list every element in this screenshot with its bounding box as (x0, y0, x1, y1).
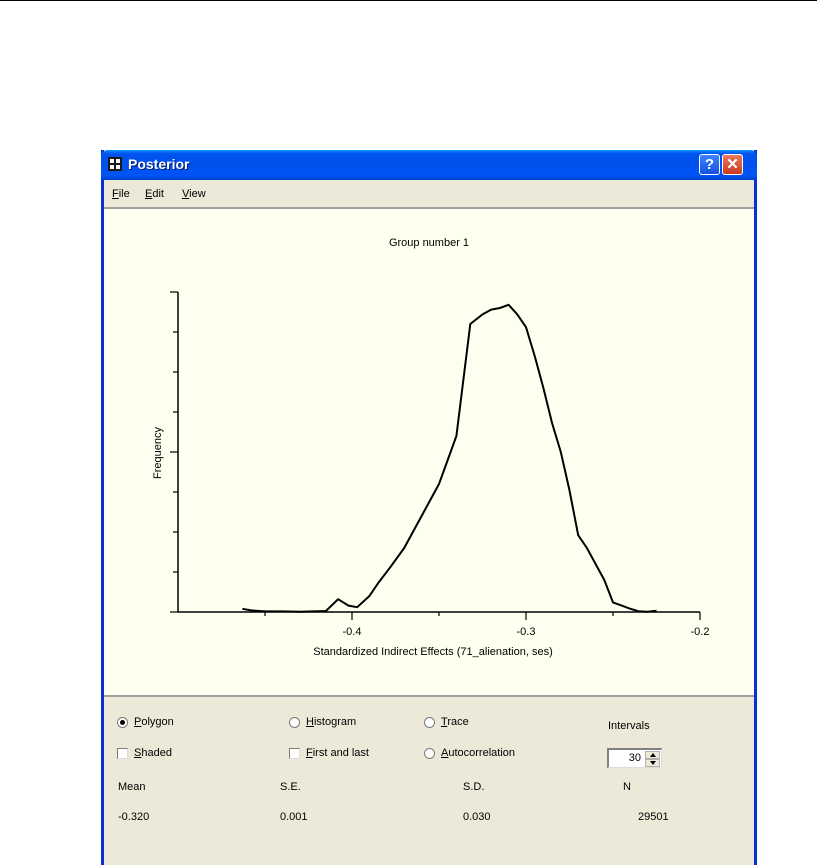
trace-accel: T (441, 716, 448, 728)
spinner-down-arrow-icon[interactable] (645, 759, 660, 767)
page-top-rule (0, 0, 817, 1)
x-axis-label: Standardized Indirect Effects (71_alienation, ses) (313, 646, 553, 658)
stat-value-sd: 0.030 (463, 811, 491, 823)
x-tick-label: -0.2 (690, 626, 710, 638)
menu-edit-rest: dit (152, 188, 164, 200)
posterior-chart (104, 209, 754, 695)
histogram-accel: H (306, 716, 314, 728)
stat-value-se: 0.001 (280, 811, 308, 823)
shaded-checkbox[interactable] (117, 747, 172, 759)
histogram-radio[interactable] (289, 716, 356, 728)
polygon-radio-dot[interactable] (117, 717, 128, 728)
autocorrelation-radio-dot[interactable] (424, 748, 435, 759)
spinner-up-arrow-icon[interactable] (645, 751, 660, 759)
autocorrelation-label (441, 747, 515, 759)
x-tick-label: -0.3 (516, 626, 536, 638)
menu-bar (104, 184, 754, 204)
first-and-last-checkbox[interactable] (289, 747, 369, 759)
menu-edit[interactable] (145, 188, 164, 200)
histogram-rest: istogram (313, 716, 357, 728)
menu-view-accel: V (182, 188, 190, 200)
x-tick-label: -0.4 (342, 626, 362, 638)
trace-radio[interactable] (424, 716, 469, 728)
trace-radio-dot[interactable] (424, 717, 435, 728)
posterior-polygon-line (242, 305, 656, 612)
menu-file-accel: F (112, 188, 119, 200)
title-bar[interactable] (101, 150, 757, 180)
window-title: Posterior (128, 156, 190, 172)
posterior-window (101, 150, 757, 865)
menu-file-rest: ile (118, 188, 130, 200)
spinner-buttons (645, 751, 660, 767)
y-axis-label: Frequency (152, 427, 164, 479)
polygon-rest: olygon (141, 716, 174, 728)
stat-header-sd: S.D. (463, 781, 485, 793)
stat-header-mean: Mean (118, 781, 146, 793)
polygon-label (134, 716, 174, 728)
shaded-checkbox-box[interactable] (117, 748, 128, 759)
shaded-label (134, 747, 172, 759)
window-app-icon[interactable] (108, 157, 122, 171)
shaded-rest: haded (141, 747, 172, 759)
menu-edit-accel: E (145, 188, 153, 200)
polygon-accel: P (134, 716, 142, 728)
intervals-label: Intervals (608, 720, 650, 732)
first-and-last-checkbox-box[interactable] (289, 748, 300, 759)
first-and-last-rest: irst and last (312, 747, 369, 759)
menu-file[interactable] (112, 188, 130, 200)
menu-view-rest: iew (189, 188, 206, 200)
histogram-label (306, 716, 356, 728)
close-button[interactable]: ✕ (722, 154, 743, 175)
chart-title: Group number 1 (388, 237, 470, 249)
plot-panel (104, 207, 754, 697)
intervals-spinner[interactable] (607, 748, 662, 768)
menu-view[interactable] (182, 188, 206, 200)
stat-value-mean: -0.320 (118, 811, 150, 823)
first-and-last-label (306, 747, 369, 759)
histogram-radio-dot[interactable] (289, 717, 300, 728)
help-button[interactable]: ? (699, 154, 720, 175)
stat-header-se: S.E. (280, 781, 301, 793)
stat-value-n: 29501 (638, 811, 669, 823)
controls-panel (104, 697, 754, 865)
shaded-accel: S (134, 747, 142, 759)
autocorrelation-accel: A (441, 747, 449, 759)
polygon-radio[interactable] (117, 716, 174, 728)
autocorrelation-rest: utocorrelation (448, 747, 515, 759)
autocorrelation-radio[interactable] (424, 747, 515, 759)
trace-rest: race (447, 716, 469, 728)
stat-header-n: N (623, 781, 631, 793)
intervals-value[interactable]: 30 (628, 752, 641, 764)
first-and-last-accel: F (306, 747, 313, 759)
trace-label (441, 716, 469, 728)
